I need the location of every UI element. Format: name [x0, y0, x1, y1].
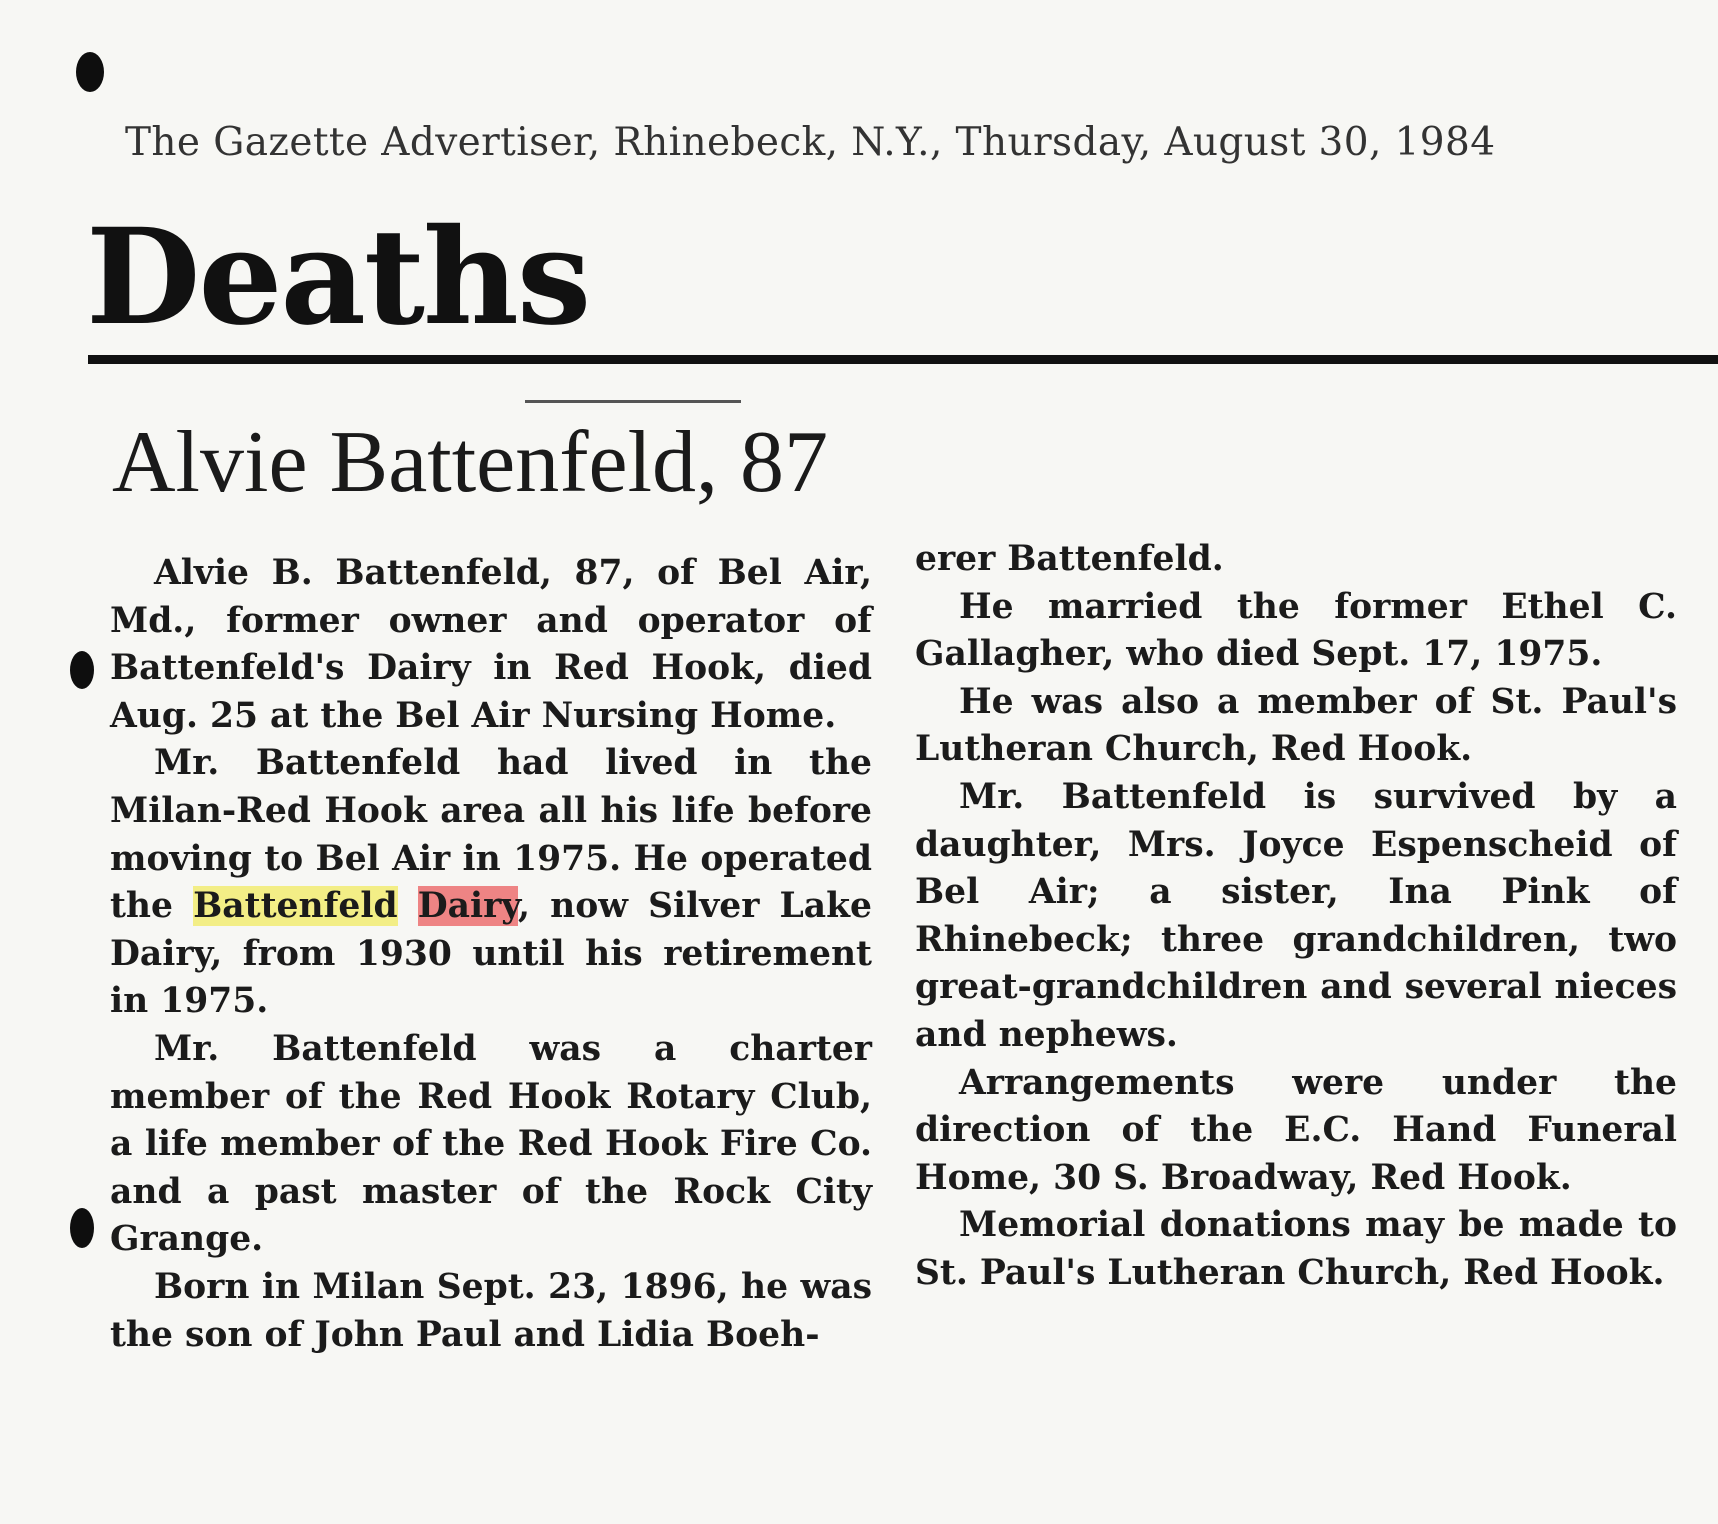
article-column-right [915, 536, 1677, 1298]
article-paragraph: Memorial donations may be made to St. Paul's Lutheran Church, Red Hook. [915, 1205, 1677, 1293]
section-title: Deaths [86, 200, 590, 355]
highlighted-word: Dairy [417, 886, 519, 927]
headline-rule [525, 400, 741, 403]
article-paragraph: Mr. Battenfeld is survived by a daughter, Mrs. Joyce Espenscheid of Bel Air; a sister, Ina Pink of Rhinebeck; three grandchildren, two great-grandchildren and several nieces and nephews. [915, 776, 1677, 1055]
highlighted-word: Battenfeld [193, 886, 398, 927]
article-paragraph: Born in Milan Sept. 23, 1896, he was the son of John Paul and Lidia Boeh- [110, 1266, 872, 1355]
article-paragraph: Alvie B. Battenfeld, 87, of Bel Air, Md., former owner and operator of Battenfeld's Dairy in Red Hook, died Aug. 25 at the Bel Air Nursing Home. [110, 553, 872, 736]
article-paragraph: erer Battenfeld. [915, 539, 1224, 579]
paragraph-text: , now Silver Lake Dairy, from 1930 until his retirement in 1975. [110, 886, 872, 1022]
article-column-left [110, 550, 872, 1359]
obituary-headline: Alvie Battenfeld, 87 [112, 414, 829, 511]
article-paragraph: He was also a member of St. Paul's Lutheran Church, Red Hook. [915, 681, 1677, 770]
article-paragraph [110, 740, 872, 1026]
article-paragraph: He married the former Ethel C. Gallagher, who died Sept. 17, 1975. [915, 586, 1677, 675]
article-paragraph: Mr. Battenfeld was a charter member of the Red Hook Rotary Club, a life member of the Red Hook Fire Co. and a past master of the Rock City Grange. [110, 1028, 872, 1260]
article-paragraph: Arrangements were under the direction of the E.C. Hand Funeral Home, 30 S. Broadway, Red Hook. [915, 1062, 1677, 1198]
punch-hole-mark [76, 52, 104, 92]
punch-hole-mark [70, 1208, 94, 1248]
paragraph-text: Mr. Battenfeld had lived in the Milan-Red Hook area all his life before moving to Bel Air in 1975. He operated the [110, 743, 872, 927]
newspaper-dateline: The Gazette Advertiser, Rhinebeck, N.Y., Thursday, August 30, 1984 [125, 120, 1496, 165]
punch-hole-mark [70, 651, 94, 689]
section-divider [88, 355, 1718, 364]
